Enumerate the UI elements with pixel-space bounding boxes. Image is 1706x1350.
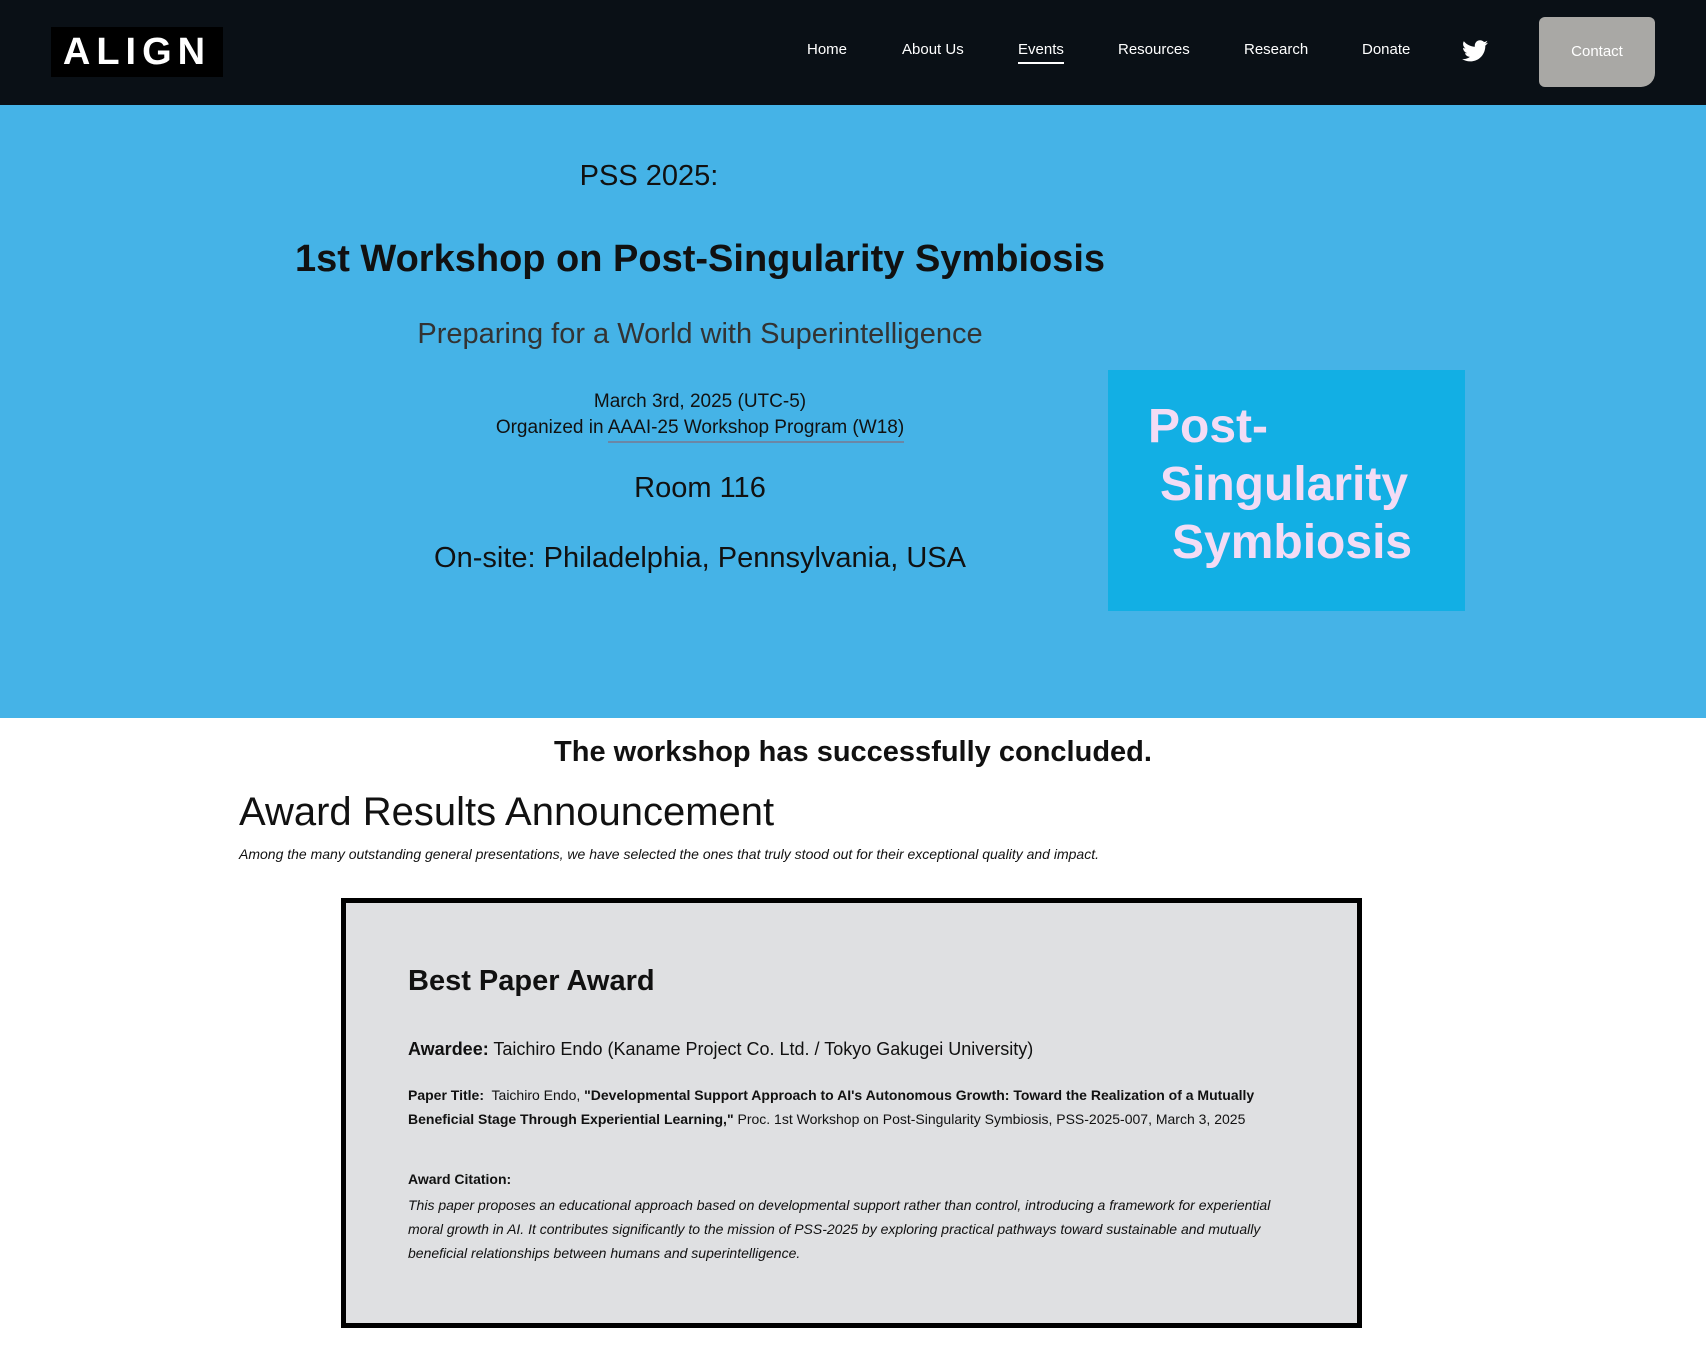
paper-title-label: Paper Title:	[408, 1087, 484, 1103]
awardee-line	[408, 1039, 1033, 1060]
nav-events[interactable]: Events	[1018, 40, 1064, 64]
pss-logo-box	[1108, 370, 1465, 611]
pss-logo-line-1: Post-	[1148, 400, 1268, 453]
hero-banner	[0, 105, 1706, 718]
pss-logo-line-3: Symbiosis	[1172, 516, 1413, 569]
paper-venue: Proc. 1st Workshop on Post-Singularity Symbiosis, PSS-2025-007, March 3, 2025	[737, 1111, 1246, 1127]
nav-research[interactable]: Research	[1244, 41, 1309, 58]
paper-title: "Developmental Support Approach to AI's Autonomous Growth: Toward the Realization of a Mutually Beneficial Stage Through Experiential Learning,"	[408, 1087, 1255, 1127]
site-header	[0, 0, 1706, 105]
twitter-icon[interactable]	[1462, 39, 1488, 63]
contact-button[interactable]: Contact	[1539, 17, 1655, 87]
citation-text: This paper proposes an educational approach based on developmental support rather than control, introducing a framework for experiential moral growth in AI. It contributes significantly to the mission of PSS-2025 by exploring practical pathways toward sustainable and mutually beneficial relationships between humans and superintelligence.	[408, 1197, 1271, 1261]
nav-about-us[interactable]: About Us	[902, 41, 964, 58]
paper-title-block	[408, 1083, 1288, 1131]
best-paper-award-card	[341, 898, 1362, 1328]
awardee-name: Taichiro Endo (Kaname Project Co. Ltd. / Tokyo Gakugei University)	[493, 1039, 1034, 1059]
hero-room: Room 116	[634, 472, 766, 504]
paper-author: Taichiro Endo,	[491, 1087, 581, 1103]
organized-prefix: Organized in	[495, 417, 604, 438]
awardee-label: Awardee:	[408, 1039, 489, 1059]
award-title: Best Paper Award	[408, 965, 655, 997]
nav-home[interactable]: Home	[807, 41, 848, 58]
align-logo[interactable]: ALIGN	[51, 27, 223, 77]
award-results-heading: Award Results Announcement	[239, 790, 775, 834]
hero-location: On-site: Philadelphia, Pennsylvania, USA	[434, 542, 966, 574]
nav-donate[interactable]: Donate	[1362, 41, 1411, 58]
concluded-notice: The workshop has successfully concluded.	[554, 736, 1152, 768]
hero-title: 1st Workshop on Post-Singularity Symbiosis	[294, 238, 1106, 280]
nav-resources[interactable]: Resources	[1118, 41, 1190, 58]
hero-date: March 3rd, 2025 (UTC-5)	[593, 391, 807, 412]
hero-organized	[400, 415, 1000, 441]
pss-logo-line-2: Singularity	[1160, 458, 1409, 511]
award-intro-text: Among the many outstanding general presentations, we have selected the ones that truly stood out for their exceptional quality and impact.	[239, 846, 1099, 862]
hero-subtitle: Preparing for a World with Superintelligence	[417, 318, 983, 350]
hero-pre-title: PSS 2025:	[579, 160, 719, 192]
aaai-workshop-link[interactable]: AAAI-25 Workshop Program (W18)	[608, 417, 904, 443]
citation-label: Award Citation:	[408, 1171, 512, 1187]
